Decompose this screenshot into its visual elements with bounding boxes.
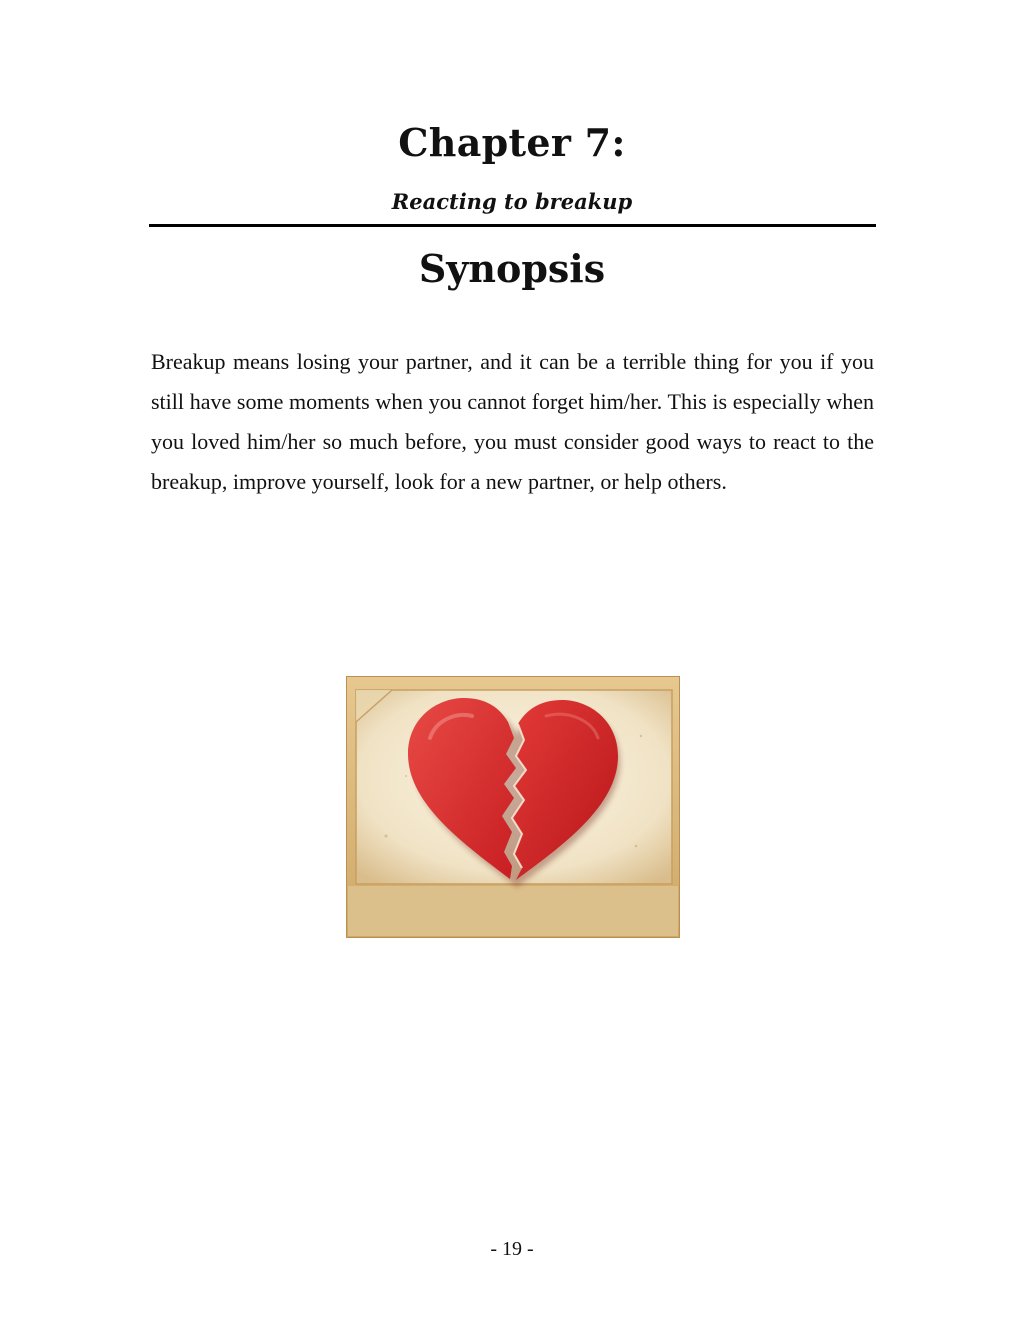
body-paragraph: Breakup means losing your partner, and it can be a terrible thing for you if you still have some moments when you cannot forget him/her. This is especially when you loved him/her so much before, you must consider good ways to react to the breakup, improve yourself, look for a new partner, or help others.: [151, 349, 874, 494]
broken-heart-image: [346, 676, 680, 938]
section-title: Synopsis: [418, 246, 606, 291]
chapter-subtitle: Reacting to breakup: [391, 189, 633, 214]
chapter-title: Chapter 7:: [398, 120, 626, 165]
divider: [149, 224, 876, 227]
broken-heart-icon: [346, 676, 680, 938]
page-number: - 19 -: [490, 1238, 534, 1260]
